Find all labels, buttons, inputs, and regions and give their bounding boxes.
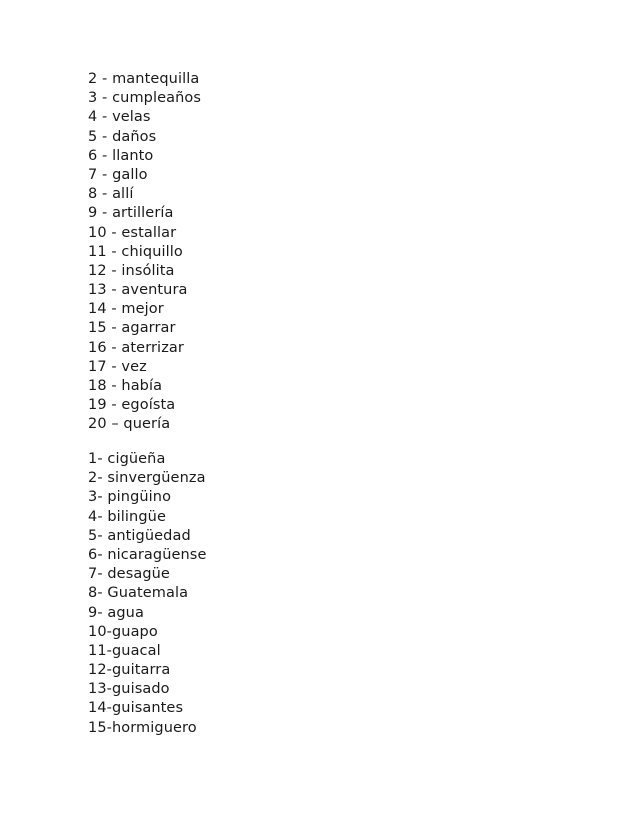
list-item: 5 - daños xyxy=(88,128,157,145)
list-item: 4 - velas xyxy=(88,109,151,126)
list-item: 9 - artillería xyxy=(88,205,174,222)
list-item: 7 - gallo xyxy=(88,166,148,183)
list-item: 9- agua xyxy=(88,604,144,621)
word-list-1 xyxy=(88,70,201,435)
list-item: 8 - allí xyxy=(88,186,134,203)
list-item: 10-guapo xyxy=(88,623,158,640)
list-item: 16 - aterrizar xyxy=(88,339,184,356)
list-item: 11-guacal xyxy=(88,642,161,659)
list-item: 13 - aventura xyxy=(88,282,188,299)
list-item: 14 - mejor xyxy=(88,301,164,318)
list-item: 13-guisado xyxy=(88,681,170,698)
list-item: 11 - chiquillo xyxy=(88,243,183,260)
list-item: 3 - cumpleaños xyxy=(88,90,202,107)
list-item: 17 - vez xyxy=(88,358,147,375)
list-item: 12-guitarra xyxy=(88,662,171,679)
list-item: 6 - llanto xyxy=(88,147,154,164)
list-item: 14-guisantes xyxy=(88,700,184,717)
list-item: 1- cigüeña xyxy=(88,451,166,467)
list-item: 12 - insólita xyxy=(88,262,175,279)
list-item: 15-hormiguero xyxy=(88,719,197,736)
list-item: 3- pingüino xyxy=(88,489,172,506)
list-item: 6- nicaragüense xyxy=(88,546,207,563)
list-item: 18 - había xyxy=(88,378,163,394)
list-item: 7- desagüe xyxy=(88,566,170,583)
list-item: 2- sinvergüenza xyxy=(88,470,206,487)
list-item: 5- antigüedad xyxy=(88,527,191,544)
list-item: 2 - mantequilla xyxy=(88,71,200,87)
list-item: 15 - agarrar xyxy=(88,320,176,337)
word-list-2 xyxy=(88,450,206,738)
list-item: 10 - estallar xyxy=(88,224,177,241)
list-item: 4- bilingüe xyxy=(88,508,166,525)
list-item: 19 - egoísta xyxy=(88,397,176,414)
list-item: 8- Guatemala xyxy=(88,585,189,602)
list-item: 20 – quería xyxy=(88,416,171,433)
